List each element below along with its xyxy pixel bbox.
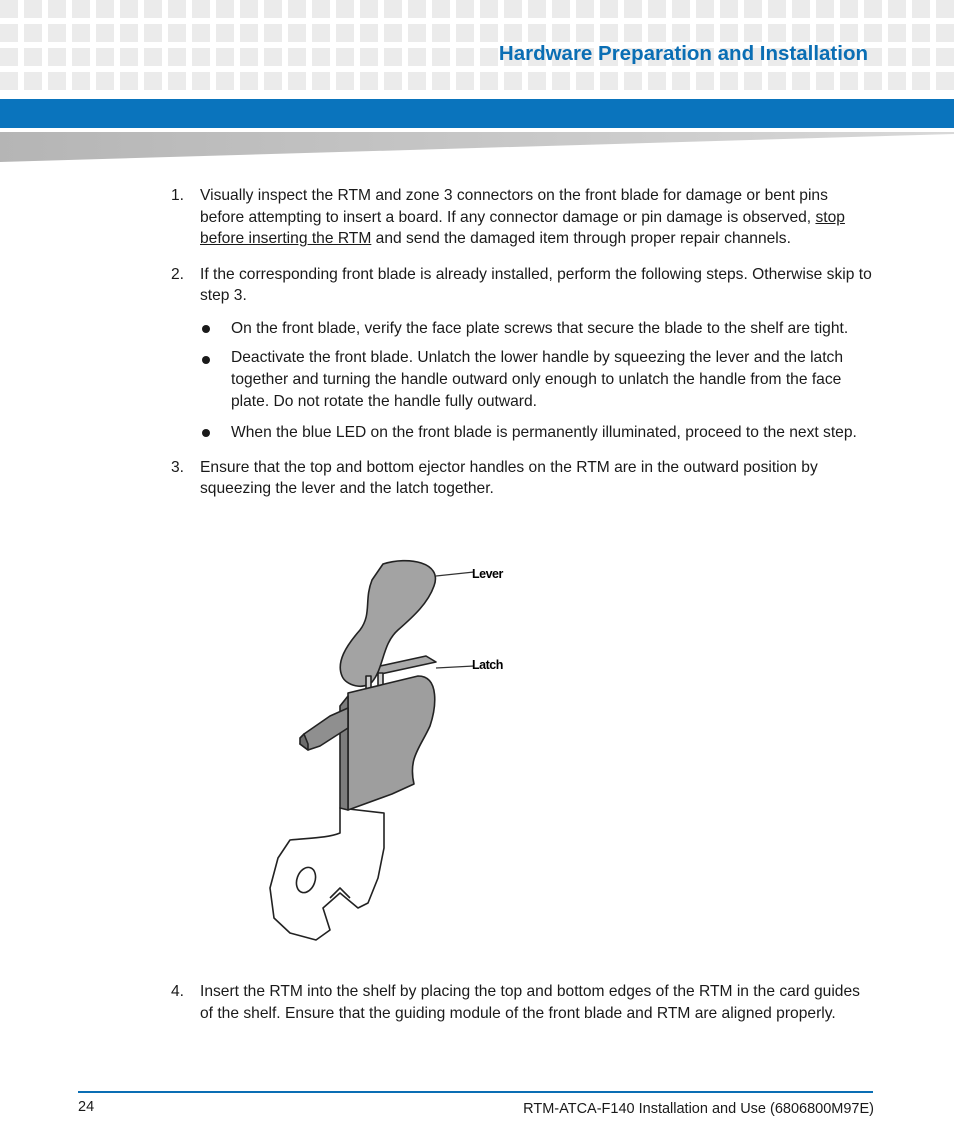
ejector-handle-drawing — [268, 558, 518, 948]
step-2 — [171, 264, 876, 307]
footer-rule — [78, 1091, 873, 1093]
ejector-handle-figure — [268, 558, 518, 948]
step-text — [200, 185, 876, 250]
figure-label-latch: Latch — [472, 658, 503, 672]
page-header-title: Hardware Preparation and Installation — [498, 42, 868, 65]
step-4 — [171, 981, 876, 1024]
bullet-text: Deactivate the front blade. Unlatch the lower handle by squeezing the lever and the latch together and turning the handle outward only enough to unlatch the handle from the face plate. Do not rotate the handle fully outward. — [231, 348, 844, 410]
step-text: Ensure that the top and bottom ejector handles on the RTM are in the outward position by squeezing the lever and the latch together. — [200, 458, 818, 497]
document-title: RTM-ATCA-F140 Installation and Use (6806800M97E) — [523, 1101, 874, 1117]
instructions-continued — [171, 981, 876, 1024]
step-number: 1. — [171, 187, 185, 204]
page-number: 24 — [78, 1099, 95, 1115]
step-number: 2. — [171, 265, 185, 283]
step-text-part: Visually inspect the RTM and zone 3 connectors on the front blade for damage or bent pins before attempting to insert a board. If any connector damage or pin damage is observed, — [200, 187, 828, 226]
step-text: Insert the RTM into the shelf by placing the top and bottom edges of the RTM in the card guides of the shelf. Ensure that the guiding module of the front blade and RTM are aligned properly. — [200, 983, 860, 1022]
bullet-item — [200, 347, 876, 413]
figure-label-lever: Lever — [472, 567, 503, 581]
step-1 — [171, 185, 876, 250]
step-text-part: and send the damaged item through proper repair channels. — [371, 230, 791, 247]
header-accent-bar — [0, 99, 954, 128]
step-text: If the corresponding front blade is already installed, perform the following steps. Otherwise skip to step 3. — [200, 265, 872, 304]
bullet-item — [200, 420, 876, 445]
instructions — [171, 185, 876, 500]
step-3 — [171, 457, 876, 500]
header-gray-wedge — [0, 128, 954, 164]
underlined-warning: stop before inserting the RTM — [200, 208, 845, 247]
bullet-text: When the blue LED on the front blade is permanently illuminated, proceed to the next step. — [231, 423, 857, 441]
step-number: 3. — [171, 458, 185, 476]
bullet-icon — [200, 347, 231, 413]
bullet-icon — [200, 420, 231, 445]
bullet-item — [200, 316, 876, 341]
step-number: 4. — [171, 983, 185, 1000]
bullet-icon — [200, 316, 231, 341]
bullet-text: On the front blade, verify the face plate screws that secure the blade to the shelf are tight. — [231, 319, 849, 337]
